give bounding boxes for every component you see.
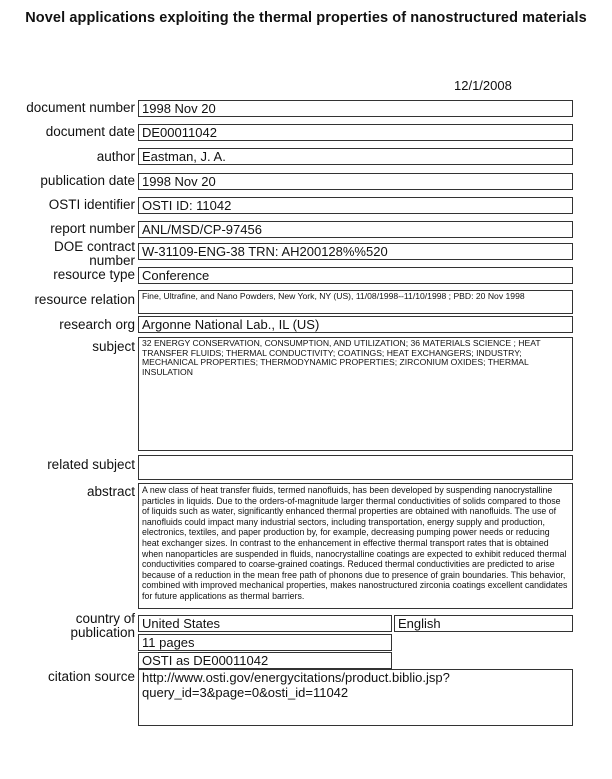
- resource-relation-field: Fine, Ultrafine, and Nano Powders, New York, NY (US), 11/08/1998--11/10/1998 ; PBD: 20 Nov 1998: [138, 290, 573, 314]
- print-date: 12/1/2008: [454, 78, 512, 93]
- osti-identifier-label: OSTI identifier: [48, 197, 135, 212]
- document-date-label: document date: [45, 124, 135, 139]
- citation-source-line2: query_id=3&page=0&osti_id=11042: [142, 685, 349, 700]
- osti-identifier-field: OSTI ID: 11042: [138, 197, 573, 214]
- osti-as-field: OSTI as DE00011042: [138, 652, 392, 669]
- related-subject-field: [138, 455, 573, 480]
- document-number-field: 1998 Nov 20: [138, 100, 573, 117]
- report-number-label: report number: [50, 221, 135, 236]
- author-field: Eastman, J. A.: [138, 148, 573, 165]
- language-field: English: [394, 615, 573, 632]
- country-field: United States: [138, 615, 392, 632]
- pages-field: 11 pages: [138, 634, 392, 651]
- research-org-label: research org: [59, 317, 135, 332]
- subject-field: 32 ENERGY CONSERVATION, CONSUMPTION, AND UTILIZATION; 36 MATERIALS SCIENCE ; HEAT TRANSFER FLUIDS; THERMAL CONDUCTIVITY; COATINGS; HEAT EXCHANGERS; INDUSTRY; MECHANICAL PROPERTIES; THERMODYNAMIC PROPERTIES; ZIRCONIUM OXIDES; THERMAL INSULATION: [138, 337, 573, 451]
- citation-source-field: [138, 669, 573, 726]
- doe-contract-label-number: number: [89, 253, 135, 268]
- country-label: country of: [75, 611, 135, 626]
- resource-relation-label: resource relation: [34, 292, 135, 307]
- subject-label: subject: [92, 339, 135, 354]
- country-label-publication: publication: [70, 625, 135, 640]
- abstract-label: abstract: [86, 484, 135, 499]
- research-org-field: Argonne National Lab., IL (US): [138, 316, 573, 333]
- publication-date-field: 1998 Nov 20: [138, 173, 573, 190]
- document-number-label: document number: [26, 100, 135, 115]
- report-number-field: ANL/MSD/CP-97456: [138, 221, 573, 238]
- doe-contract-field: W-31109-ENG-38 TRN: AH200128%%520: [138, 243, 573, 260]
- resource-type-field: Conference: [138, 267, 573, 284]
- document-date-field: DE00011042: [138, 124, 573, 141]
- related-subject-label: related subject: [47, 457, 135, 472]
- document-title: Novel applications exploiting the thermal properties of nanostructured materials: [25, 10, 587, 26]
- citation-source-line1: http://www.osti.gov/energycitations/product.biblio.jsp?: [142, 670, 450, 685]
- publication-date-label: publication date: [40, 173, 135, 188]
- author-label: author: [96, 149, 135, 164]
- citation-source-label: citation source: [47, 669, 135, 684]
- resource-type-label: resource type: [53, 267, 135, 282]
- doe-contract-label: DOE contract: [53, 239, 135, 254]
- abstract-field: A new class of heat transfer fluids, termed nanofluids, has been developed by suspending nanocrystalline particles in liquids. Due to the orders-of-magnitude larger thermal conductivities of solids compared to those of liquids such as water, significantly enhanced thermal properties are obtained with nanofluids. The use of nanofluids could impact many industrial sectors, including transportation, energy supply and production, electronics, textiles, and paper production by, for example, decreasing pumping power needs or reducing heat exchanger sizes. In contrast to the enhancement in effective thermal transport rates that is obtained when nanoparticles are suspended in fluids, nanocrystalline coatings are expected to exhibit reduced thermal conductivities compared to coarse-grained coatings. Reduced thermal conductivities are predicted to arise because of a reduction in the mean free path of phonons due to presence of grain boundaries. This behavior, combined with improved mechanical properties, makes nanostructured zirconia coatings excellent candidates for future applications as thermal barriers.: [138, 483, 573, 609]
